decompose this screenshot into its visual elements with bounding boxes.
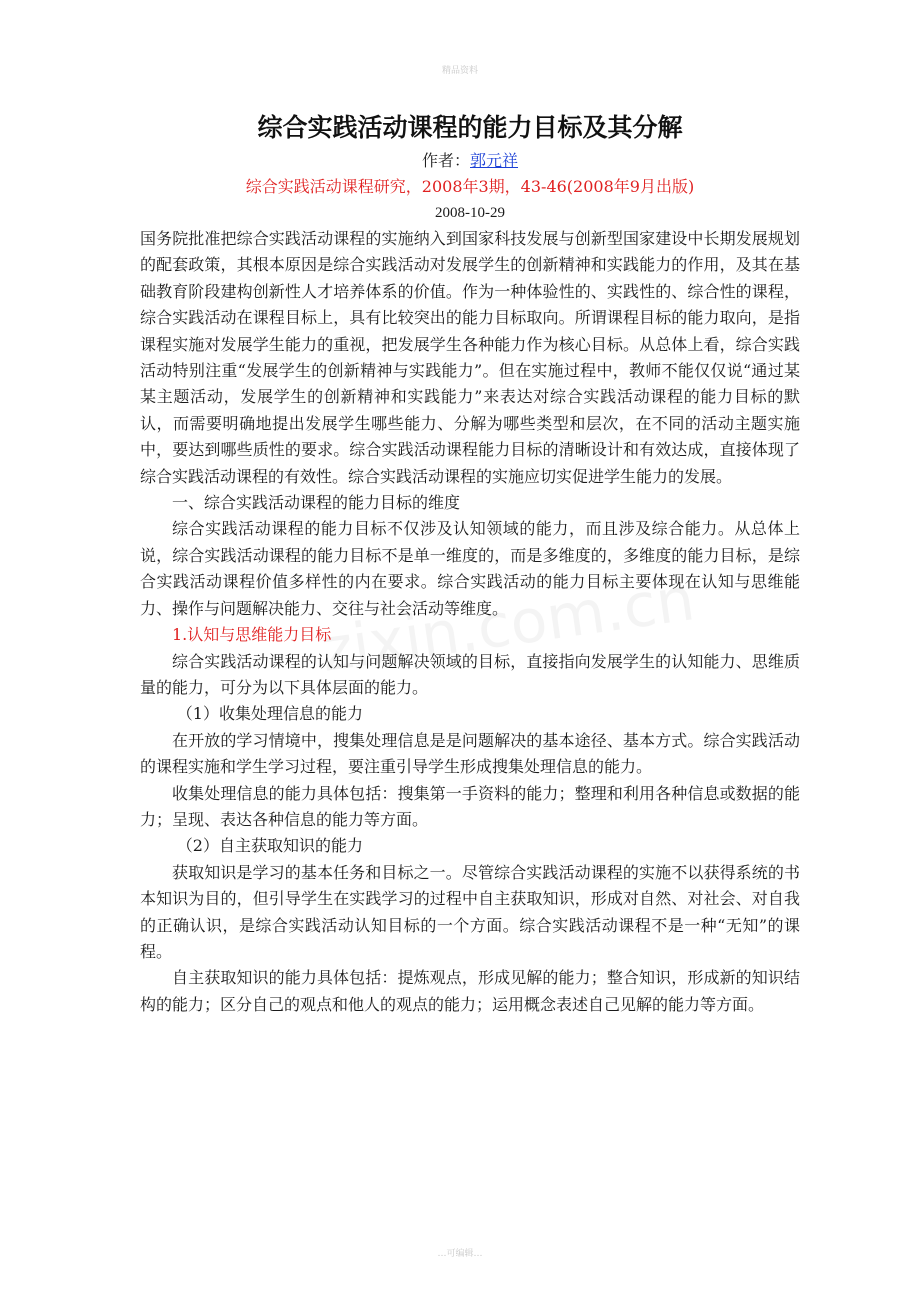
paragraph-2: 综合实践活动课程的认知与问题解决领域的目标，直接指向发展学生的认知能力、思维质量的能力，可分为以下具体层面的能力。 xyxy=(140,651,800,697)
header-mark: 精品资料 xyxy=(441,66,478,76)
sub-item-1: （1）收集处理信息的能力 xyxy=(176,704,363,724)
author-label: 作者： xyxy=(421,151,470,170)
paragraph-6: 自主获取知识的能力具体包括：提炼观点，形成见解的能力；整合知识，形成新的知识结构的能力；区分自己的观点和他人的观点的能力；运用概念表述自己见解的能力等方面。 xyxy=(140,968,800,1014)
paragraph-3: 在开放的学习情境中，搜集处理信息是是问题解决的基本途径、基本方式。综合实践活动的课程实施和学生学习过程，要注重引导学生形成搜集处理信息的能力。 xyxy=(140,730,800,777)
sub-item-2: （2）自主获取知识的能力 xyxy=(176,836,363,856)
section-heading-1: 一、综合实践活动课程的能力目标的维度 xyxy=(172,493,461,513)
publish-date: 2008-10-29 xyxy=(435,205,505,221)
author-link[interactable]: 郭元祥 xyxy=(470,151,519,170)
paragraph-5: 获取知识是学习的基本任务和目标之一。尽管综合实践活动课程的实施不以获得系统的书本知识为目的，但引导学生在实践学习的过程中自主获取知识，形成对自然、对社会、对自我的正确认识，是综合实践活动认知目标的一个方面。综合实践活动课程不是一种“无知”的课程。 xyxy=(140,862,800,961)
document-title: 综合实践活动课程的能力目标及其分解 xyxy=(257,113,683,142)
paragraph-4: 收集处理信息的能力具体包括：搜集第一手资料的能力；整理和利用各种信息或数据的能力；呈现、表达各种信息的能力等方面。 xyxy=(140,783,800,829)
document-body xyxy=(140,110,800,1018)
intro-paragraph: 国务院批准把综合实践活动课程的实施纳入到国家科技发展与创新型国家建设中长期发展规划的配套政策，其根本原因是综合实践活动对发展学生的创新精神和实践能力的作用，及其在基础教育阶段建构创新性人才培养体系的价值。作为一种体验性的、实践性的、综合性的课程，综合实践活动在课程目标上，具有比较突出的能力目标取向。所谓课程目标的能力取向，是指课程实施对发展学生能力的重视，把发展学生各种能力作为核心目标。从总体上看，综合实践活动特别注重“发展学生的创新精神与实践能力”。但在实施过程中，教师不能仅仅说“通过某某主题活动，发展学生的创新精神和实践能力”来表达对综合实践活动课程的能力目标的默认，而需要明确地提出发展学生哪些能力、分解为哪些类型和层次，在不同的活动主题实施中，要达到哪些质性的要求。综合实践活动课程能力目标的清晰设计和有效达成，直接体现了综合实践活动课程的有效性。综合实践活动课程的实施应切实促进学生能力的发展。 xyxy=(140,229,800,486)
footer-mark: …可编辑… xyxy=(437,1249,483,1259)
source-citation: 综合实践活动课程研究，2008年3期，43-46(2008年9月出版) xyxy=(245,177,695,196)
paragraph-1: 综合实践活动课程的能力目标不仅涉及认知领域的能力，而且涉及综合能力。从总体上说，综合实践活动课程的能力目标不是单一维度的，而是多维度的，多维度的能力目标，是综合实践活动课程价值多样性的内在要求。综合实践活动的能力目标主要体现在认知与思维能力、操作与问题解决能力、交往与社会活动等维度。 xyxy=(140,519,800,618)
subsection-heading-1: 1.认知与思维能力目标 xyxy=(172,625,332,645)
author-line xyxy=(140,148,800,174)
